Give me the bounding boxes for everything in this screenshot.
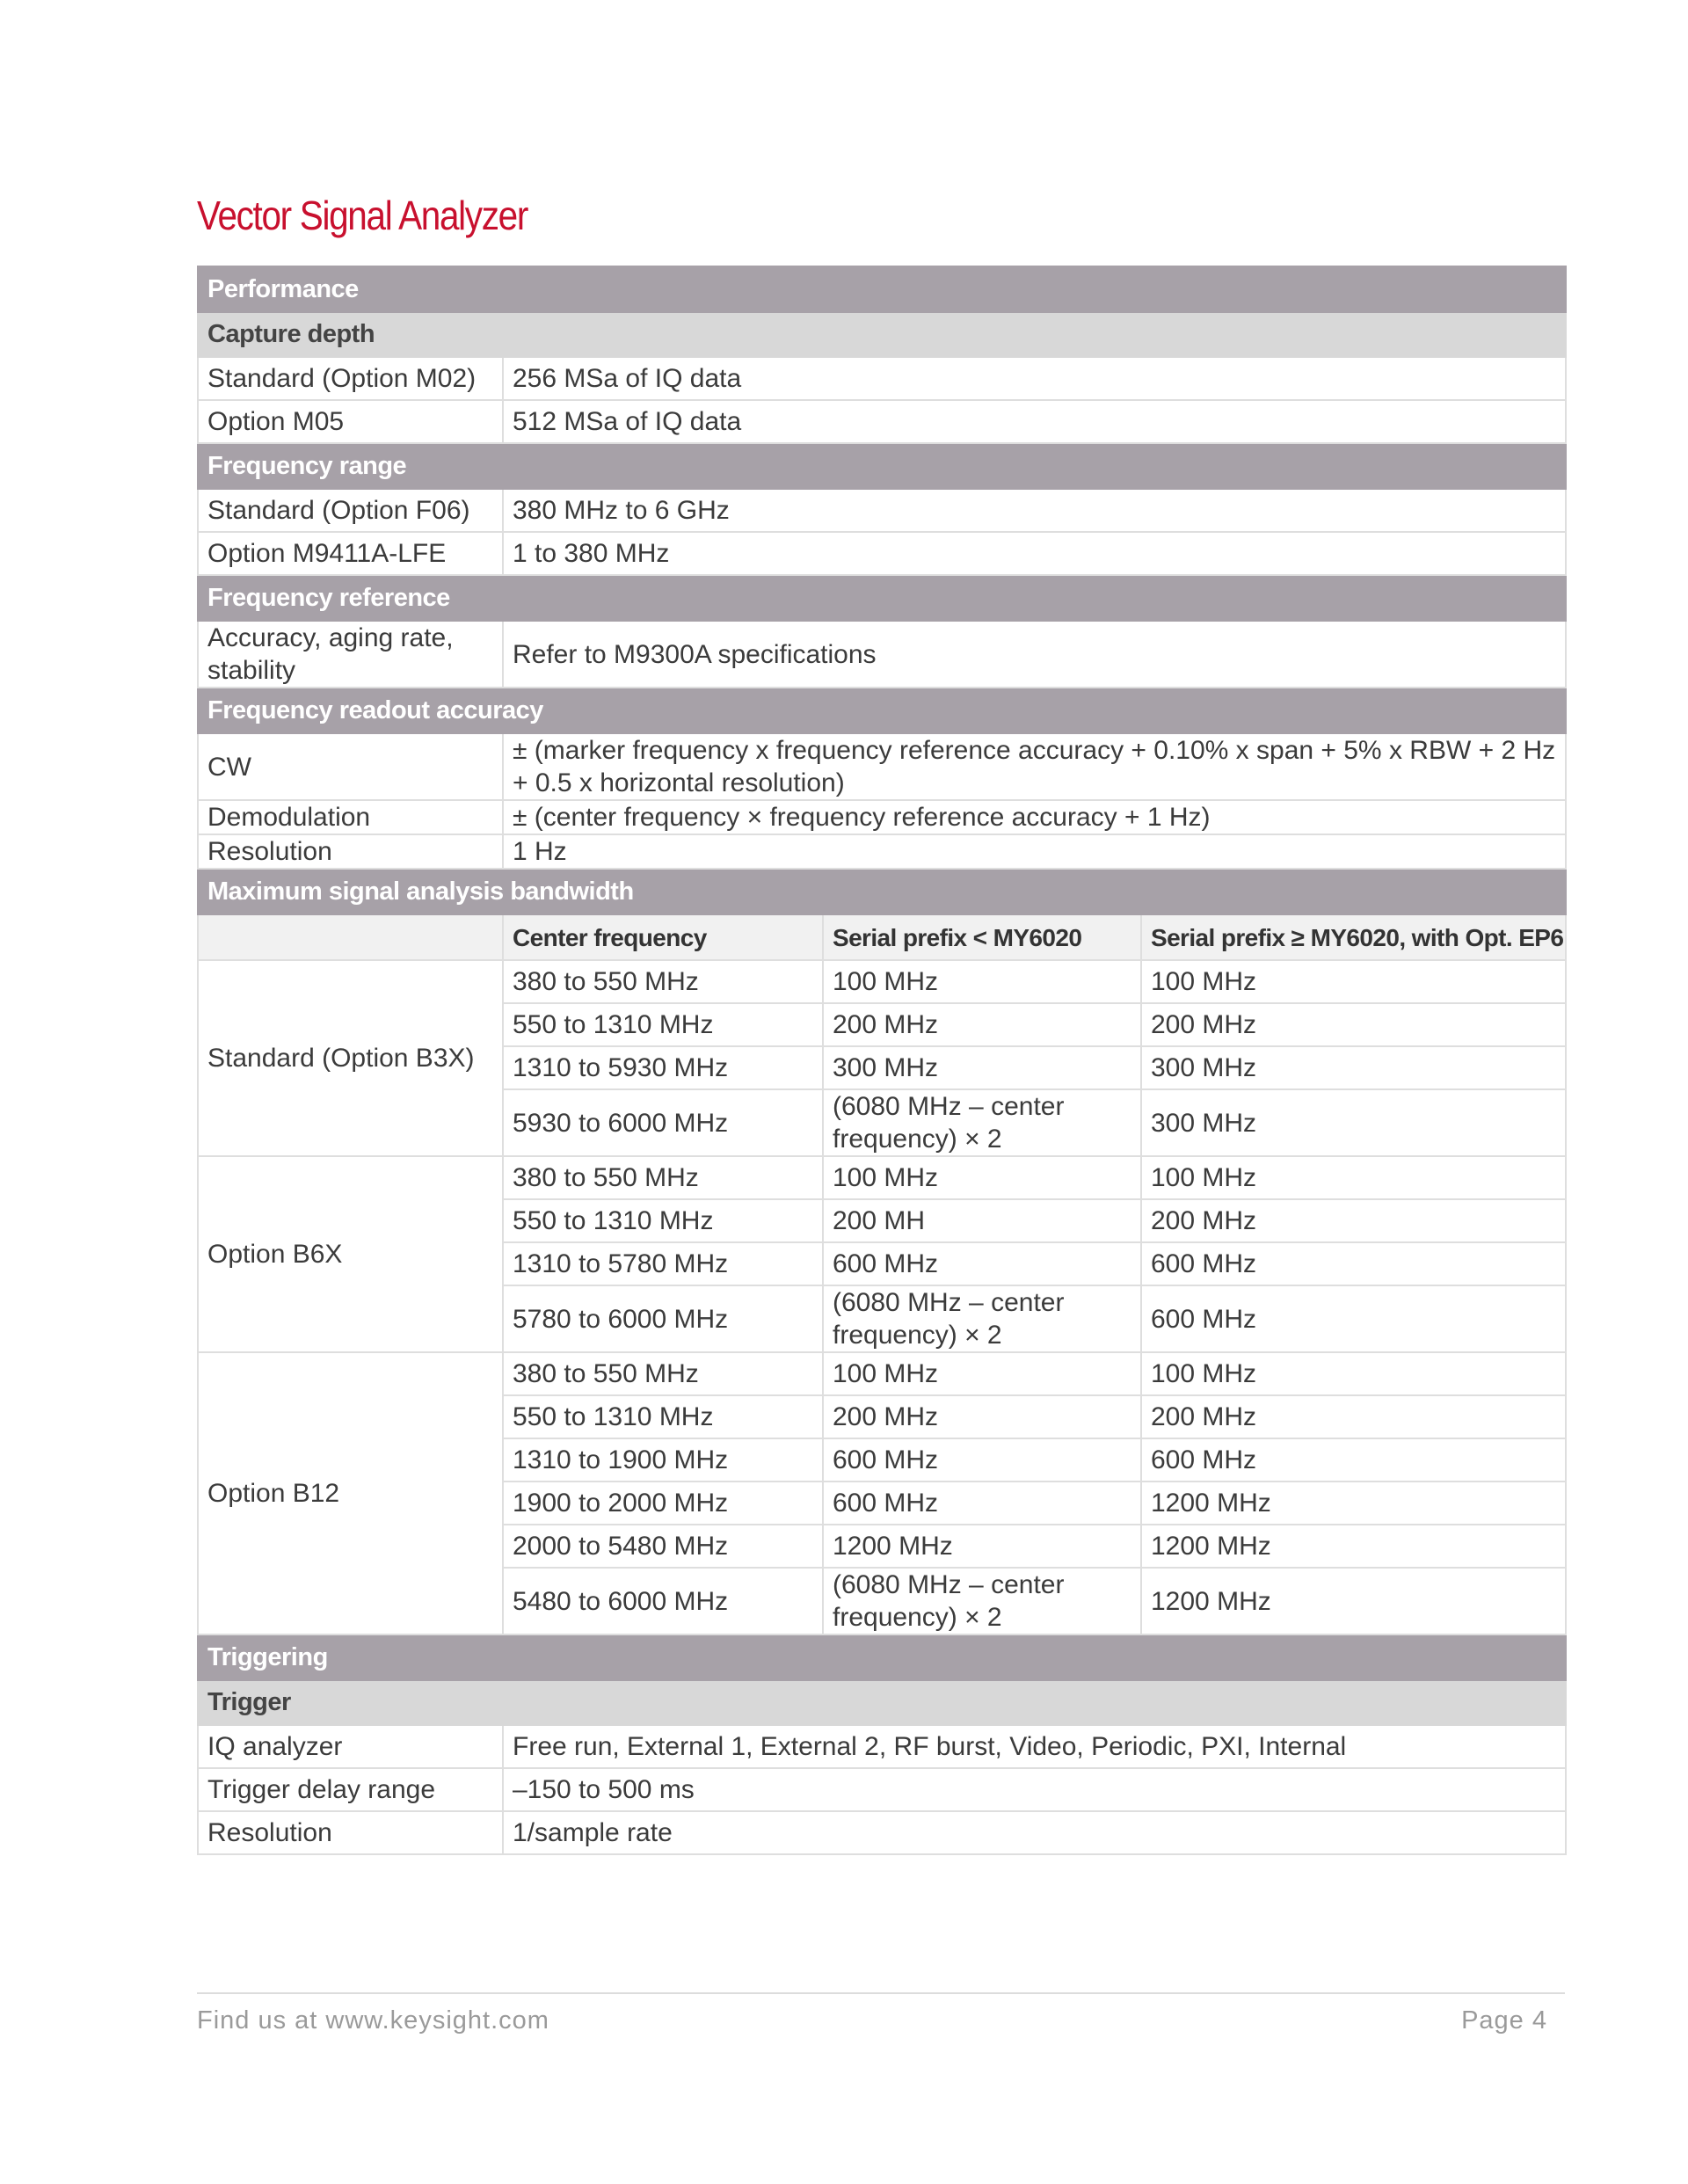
subsection-header [198, 312, 1566, 357]
spec-table [197, 266, 1567, 1855]
row-label: IQ analyzer [198, 1725, 503, 1768]
table-cell: 550 to 1310 MHz [503, 1395, 823, 1438]
option-label: Standard (Option B3X) [198, 960, 503, 1156]
table-cell: 100 MHz [823, 1156, 1141, 1199]
table-cell: 1200 MHz [1141, 1481, 1566, 1525]
table-cell: (6080 MHz – center frequency) × 2 [823, 1089, 1141, 1156]
table-row [198, 960, 1566, 1003]
row-value: ± (center frequency × frequency reference accuracy + 1 Hz) [503, 800, 1566, 834]
section-title: Frequency readout accuracy [198, 688, 1566, 733]
table-cell: 550 to 1310 MHz [503, 1199, 823, 1242]
table-cell: 200 MHz [1141, 1395, 1566, 1438]
table-cell: 1310 to 5780 MHz [503, 1242, 823, 1285]
row-value: 512 MSa of IQ data [503, 400, 1566, 443]
table-cell: 100 MHz [1141, 1156, 1566, 1199]
footer-website: Find us at www.keysight.com [197, 2006, 549, 2035]
table-cell: 380 to 550 MHz [503, 1156, 823, 1199]
row-label: Demodulation [198, 800, 503, 834]
table-cell: 600 MHz [823, 1481, 1141, 1525]
section-title: Maximum signal analysis bandwidth [198, 869, 1566, 914]
table-cell: 100 MHz [823, 960, 1141, 1003]
table-cell: 5480 to 6000 MHz [503, 1568, 823, 1634]
table-row [198, 800, 1566, 834]
row-label: Resolution [198, 1811, 503, 1854]
table-row [198, 621, 1566, 688]
table-cell: 300 MHz [1141, 1089, 1566, 1156]
table-cell: 5930 to 6000 MHz [503, 1089, 823, 1156]
table-row [198, 400, 1566, 443]
row-value: 1 to 380 MHz [503, 532, 1566, 575]
table-cell: 550 to 1310 MHz [503, 1003, 823, 1046]
table-cell: 2000 to 5480 MHz [503, 1525, 823, 1568]
table-cell: 200 MHz [1141, 1003, 1566, 1046]
table-cell: 300 MHz [823, 1046, 1141, 1089]
section-title: Frequency reference [198, 575, 1566, 621]
table-cell: 380 to 550 MHz [503, 1352, 823, 1395]
column-header: Serial prefix ≥ MY6020, with Opt. EP6 [1141, 914, 1566, 960]
table-cell: 200 MHz [1141, 1199, 1566, 1242]
page-number: Page 4 [1461, 2006, 1547, 2035]
table-cell: 5780 to 6000 MHz [503, 1285, 823, 1352]
column-header: Serial prefix < MY6020 [823, 914, 1141, 960]
row-label: CW [198, 733, 503, 800]
table-row [198, 1156, 1566, 1199]
row-label: Accuracy, aging rate, stability [198, 621, 503, 688]
row-value: Free run, External 1, External 2, RF burst, Video, Periodic, PXI, Internal [503, 1725, 1566, 1768]
table-cell: (6080 MHz – center frequency) × 2 [823, 1568, 1141, 1634]
table-cell: 1310 to 5930 MHz [503, 1046, 823, 1089]
table-row [198, 1725, 1566, 1768]
footer-divider [197, 1992, 1565, 1994]
subsection-title: Trigger [198, 1680, 1566, 1725]
row-label: Option M9411A-LFE [198, 532, 503, 575]
row-value: 380 MHz to 6 GHz [503, 489, 1566, 532]
table-cell: 300 MHz [1141, 1046, 1566, 1089]
subsection-title: Capture depth [198, 312, 1566, 357]
row-value: 256 MSa of IQ data [503, 357, 1566, 400]
table-row [198, 532, 1566, 575]
table-cell: 200 MHz [823, 1003, 1141, 1046]
table-row [198, 1352, 1566, 1395]
table-cell: 200 MH [823, 1199, 1141, 1242]
row-value: ± (marker frequency x frequency reference accuracy + 0.10% x span + 5% x RBW + 2 Hz + 0.5 x horizontal resolution) [503, 733, 1566, 800]
table-cell: 100 MHz [1141, 960, 1566, 1003]
section-header [198, 1634, 1566, 1680]
section-title: Performance [198, 266, 1566, 312]
row-value: 1 Hz [503, 834, 1566, 869]
table-cell: 1900 to 2000 MHz [503, 1481, 823, 1525]
table-cell: 100 MHz [1141, 1352, 1566, 1395]
option-label: Option B12 [198, 1352, 503, 1634]
row-label: Option M05 [198, 400, 503, 443]
column-header: Center frequency [503, 914, 823, 960]
table-cell: 600 MHz [823, 1242, 1141, 1285]
table-row [198, 489, 1566, 532]
section-title: Triggering [198, 1634, 1566, 1680]
table-cell: 600 MHz [823, 1438, 1141, 1481]
row-value: –150 to 500 ms [503, 1768, 1566, 1811]
row-value: 1/sample rate [503, 1811, 1566, 1854]
row-value: Refer to M9300A specifications [503, 621, 1566, 688]
table-cell: 600 MHz [1141, 1438, 1566, 1481]
table-cell: 200 MHz [823, 1395, 1141, 1438]
table-cell: 100 MHz [823, 1352, 1141, 1395]
table-cell: 600 MHz [1141, 1285, 1566, 1352]
table-row [198, 357, 1566, 400]
table-row [198, 1768, 1566, 1811]
subsection-header [198, 1680, 1566, 1725]
table-cell: 1200 MHz [1141, 1525, 1566, 1568]
table-cell: 380 to 550 MHz [503, 960, 823, 1003]
table-row [198, 1811, 1566, 1854]
section-header [198, 688, 1566, 733]
option-label: Option B6X [198, 1156, 503, 1352]
table-cell: 1310 to 1900 MHz [503, 1438, 823, 1481]
section-title: Frequency range [198, 443, 1566, 489]
column-header [198, 914, 503, 960]
table-cell: 1200 MHz [1141, 1568, 1566, 1634]
table-row [198, 834, 1566, 869]
column-header-row [198, 914, 1566, 960]
table-row [198, 733, 1566, 800]
section-header [198, 443, 1566, 489]
section-header [198, 869, 1566, 914]
table-cell: 1200 MHz [823, 1525, 1141, 1568]
page-title: Vector Signal Analyzer [197, 193, 528, 238]
section-header [198, 575, 1566, 621]
row-label: Standard (Option F06) [198, 489, 503, 532]
table-cell: (6080 MHz – center frequency) × 2 [823, 1285, 1141, 1352]
row-label: Standard (Option M02) [198, 357, 503, 400]
table-cell: 600 MHz [1141, 1242, 1566, 1285]
section-header [198, 266, 1566, 312]
row-label: Trigger delay range [198, 1768, 503, 1811]
row-label: Resolution [198, 834, 503, 869]
